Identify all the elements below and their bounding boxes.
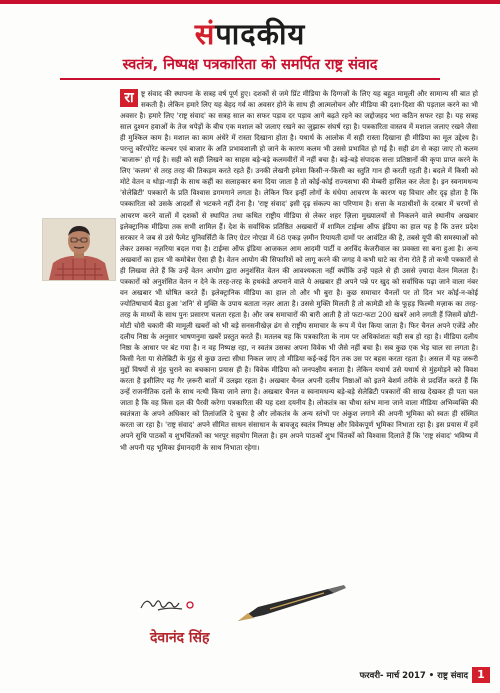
heading-first-letter: सं xyxy=(194,17,216,51)
section-heading xyxy=(0,14,500,53)
drop-cap: रा xyxy=(120,89,138,107)
editorial-subtitle: स्वतंत्र, निष्पक्ष पत्रकारिता को समर्पित राष्ट्र संवाद xyxy=(122,57,378,73)
author-portrait-image xyxy=(43,219,115,280)
heading-rest: पादकीय xyxy=(215,17,306,51)
signature-icon xyxy=(138,595,198,613)
article-body xyxy=(120,88,478,588)
page-number: 1 xyxy=(472,667,490,683)
article-paragraph xyxy=(120,88,478,453)
article-text: ष्ट्र संवाद की स्थापना के सत्रह वर्ष पूर्ण हुए। दशकों से जमे प्रिंट मीडिया के दिग्गजों के लिए यह बहुत मामूली और सामान्य सी बात हो सकती है। लेकिन हमारे लिए यह बेहद गर्व का अवसर होने के साथ ही आत्मलोचन और मीडिया की दशा-दिशा की पड़ताल करने का भी अवसर है। हमारे लिए 'राष्ट्र संवाद' का सत्रह साल का सफर पड़ाव दर पड़ाव आगे बढ़ते रहने का जद्दोजहद भरा कठिन सफर रहा है। यह सत्रह साल दुश्मन हवाओं के तेज थपेड़ों के बीच एक मशाल को जलाए रखने का जुझारू संघर्ष रहा है। पत्रकारिता वास्तव में मशाल जलाए रखने जैसा ही मुश्किल काम है। मशाल का काम अंधेरे में रास्ता दिखाना होता है। यथार्थ के आलोक में सही रास्ता दिखाना ही मीडिया का मूल उद्देश्य है। परन्तु कॉरपोरेट कल्चर एवं बाजार के अति प्रभावशाली हो जाने के कारण कलम भी उससे प्रभावित हो गई है। सही ढंग से कहा जाए तो कलम 'बाजारू' हो गई है। सही को सही लिखने का साहस बड़े-बड़े कलमवीरों में नहीं बचा है। बड़े-बड़े संपादक सत्ता प्रतिष्ठानों की कृपा प्राप्त करने के लिए 'कलम' से तरह तरह की तिकड़म करते रहते हैं। उनकी लेखनी हमेशा किसी-न-किसी का स्तुति गान ही करती रहती है। बदले में किसी को मोटे वेतन व थोड़ा-गाड़ी के साथ कहीं का सलाहकार बना दिया जाता है तो कोई-कोई राज्यसभा की मेम्बरी हासिल कर लेता है। इन स्वनामधन्य 'सेलेब्रिटी' पत्रकारों के प्रति विश्वास डगमगाने लगता है। लेकिन फिर इन्हीं लोगों के धंधेया आचरण के कारण यह विचार और दृढ़ होता है कि पत्रकारिता को उसके आदर्शों से भटकने नहीं देना है। 'राष्ट्र संवाद' इसी दृढ़ संकल्प का परिणाम है। सत्ता के मठाधीशों के दरबार में चरणों से आचरण करने वालों में दशकों से स्थापित तथा कथित राष्ट्रीय मीडिया से लेकर शहर ज़िला मुख्यालयों से निकलने वाले स्थानीय अखबार इलेक्ट्रानिक मीडिया तक सभी शामिल हैं। देश के सर्वाधिक प्रतिष्ठित अखबारों में शामिल टाईम्स ऑफ इंडिया का हाल यह है कि उत्तर प्रदेश सरकार ने जब से उसे फैमेट यूनिवर्सिटी के लिए ग्रेटर नोएडा में 68 एकड़ ज़मीन रियायती दामों पर आवंटित की है, तबसे यूपी की समस्याओं को लेकर उसका नज़रिया बदल गया है। टाईम्स ऑफ इंडिया आजकल आम आदमी पार्टी व अरविंद केजरीवाल का प्रवक्ता सा बना हुआ है। अन्य अखबारों का हाल भी कमोबेश ऐसा ही है। वेतन आयोग की सिफारिशें को लागू करने की जगह वे कभी घाटे का रोना रोते हैं तो कभी पत्रकारों से ही लिखवा लेते हैं कि उन्हें वेतन आयोग द्वारा अनुशंसित वेतन की आवश्यकता नहीं क्योंकि उन्हें पहले से ही उससे ज़्यादा वेतन मिलता है। पत्रकारों को अनुशंसित वेतन न देने के तरह-तरह के हथकंडे अपनाने वाले ये अखबार ही अपने पन्ने पर खुद को सर्वाधिक पढ़ा जाने वाला नंबर वन अखबार भी घोषित करते हैं। इलेक्ट्रानिक मीडिया का हाल तो और भी बुरा है। कुछ समाचार चैनलों पर तो दिन भर कोई-न-कोई ज्योतिषाचार्य बैठा हुआ 'शनि' से मुक्ति के उपाय बताता नज़र आता है। उससे मुक्ति मिलती है तो कामेडी शो के फूहड़ फिल्मी मज़ाक का तरह-तरह के माध्यों के साथ पुनः प्रसारण चलता रहता है। और जब समाचारों की बारी आती है तो फटा-फटा 200 खबरें आने लगती हैं जिसमें छोटी-मोटी चोरी चकारी की मामूली खबरों को भी बड़े सनसनीखेज़ ढंग से राष्ट्रीय समाचार के रूप में पेश किया जाता है। फिर चैनल अपने एजेंडे और दलीय निष्ठा के अनुसार भाषणनुमा खबरें प्रस्तुत करते हैं। मतलब यह कि पत्रकारिता के नाम पर अधिकांशतः यही सब हो रहा है। मीडिया दलीय निष्ठा के आधार पर बंट गया है। न वह निष्पक्ष रहा, न स्वतंत्र उसका अपना विवेक भी जैसे नहीं बचा है। सब कुछ एक भेड़ चाल सा लगता है। किसी नेता या सेलेब्रिटी के मुंह से कुछ उल्टा सीधा निकल जाए तो मीडिया कई-कई दिन तक उस पर बहस करता रहता है। असल में यह जरूरी मुद्दों विषयों से मुंह चुराने का बचकाना प्रयास ही है। विवेक मीडिया को जनपक्षीय बनाता है। लेकिन यथार्थ उसे यथार्थ से मुंहमोड़ने को विवश करता है इसीलिए यह गैर ज़रूरी बातों में उलझा रहता है। अखबार चैनल अपनी दलीय निष्ठाओं को इतने बेशर्म तरीके से प्रदर्शित करते हैं कि उन्हें राजनीतिक दलों के साथ नत्थी किया जाने लगा है। अखबार चैनल व स्वनामधन्य बड़े-बड़े सेलेब्रिटी पत्रकारों की साख देखकर ही पता चल जाता है कि वह किस दल की पैरवी करेगा पत्रकारिता की यह दशा दयनीय है। लोकतंत्र का चौथा स्तंभ माना जाने वाला मीडिया अभिव्यक्ति की स्वतंत्रता के अपने अधिकार को तिलांजलि दे चुका है और लोकतंत्र के अन्य स्तंभों पर अंकुश लगाने की अपनी भूमिका को स्वतः ही संस्मित करता जा रहा है। 'राष्ट्र संवाद' अपने सीमित साधन संसाधान के बावजूद स्वतंत्र निष्पक्ष और विवेकपूर्ण भूमिका निभाता रहा है। इस प्रयास में हमें अपने सुधि पाठकों व शुभचिंतकों का भरपूर सहयोग मिलता है। हम अपने पाठकों शुभ चिंतकों को विश्वास दिलाते हैं कि 'राष्ट्र संवाद' भविष्य में भी अपनी यह भूमिका ईमानदारी के साथ निभाता रहेगा। xyxy=(120,89,478,452)
footer-issue-line: फरवरी- मार्च 2017 • राष्ट्र संवाद xyxy=(359,671,468,681)
footer-issue: फरवरी- मार्च 2017 xyxy=(359,671,426,681)
author-name: देवानंद सिंह xyxy=(150,630,210,646)
fountain-pen-icon xyxy=(230,585,350,625)
subtitle-underline xyxy=(60,78,440,80)
top-rule xyxy=(0,0,500,4)
author-photo xyxy=(42,218,116,281)
footer-publication: राष्ट्र संवाद xyxy=(437,671,468,681)
